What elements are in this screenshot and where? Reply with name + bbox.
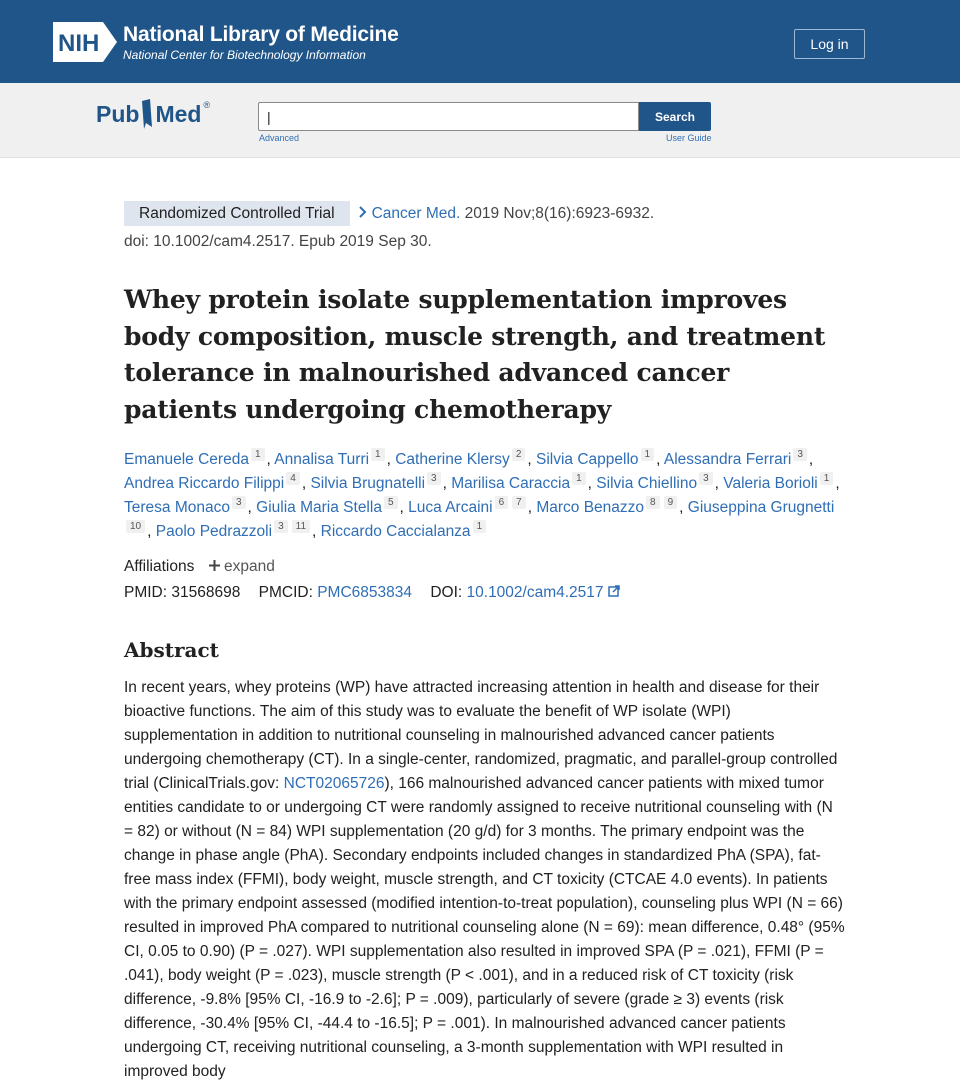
affiliation-number[interactable]: 7 bbox=[512, 496, 526, 509]
publication-type-badge: Randomized Controlled Trial bbox=[124, 201, 350, 226]
affiliation-number[interactable]: 11 bbox=[292, 520, 310, 533]
article-title: Whey protein isolate supplementation improves body composition, muscle strength, and treatment tolerance in malnourished advanced cancer patients undergoing chemotherapy bbox=[124, 285, 826, 424]
pmcid-link[interactable]: PMC6853834 bbox=[317, 584, 413, 601]
affiliation-number[interactable]: 3 bbox=[793, 448, 807, 461]
nlm-header bbox=[0, 0, 960, 83]
affiliation-number[interactable]: 1 bbox=[641, 448, 655, 461]
registered-mark: ® bbox=[203, 100, 211, 110]
expand-toggle[interactable] bbox=[209, 558, 275, 575]
identifiers-row bbox=[124, 584, 846, 602]
pmcid-label: PMCID: bbox=[258, 584, 313, 601]
affiliations-row[interactable] bbox=[124, 558, 846, 576]
login-button[interactable]: Log in bbox=[794, 29, 865, 59]
affiliation-number[interactable]: 1 bbox=[371, 448, 385, 461]
abstract-text-part2: ), 166 malnourished advanced cancer patients with mixed tumor entities candidate to or undergoing CT were randomly assigned to receive nutritional counseling with (N = 82) or without (N = 84) WPI supplementation (20 g/d) for 3 months. The primary endpoint was the change in phase angle (PhA). Secondary endpoints included changes in standardized PhA (SPA), fat-free mass index (FFMI), body weight, muscle strength, and CT toxicity (CTCAE 4.0 events). In patients with the primary endpoint assessed (modified intention-to-treat population), counseling plus WPI (N = 66) resulted in improved PhA compared to nutritional counseling alone (N = 69): mean difference, 0.48° (95% CI, 0.05 to 0.90) (P = .027). WPI supplementation also resulted in improved SPA (P = .021), FFMI (P = .041), body weight (P = .023), muscle strength (P < .001), and in a reduced risk of CT toxicity (risk difference, -9.8% [95% CI, -16.9 to -2.6]; P = .009), particularly of severe (grade ≥ 3) events (risk difference, -30.4% [95% CI, -44.4 to -16.5]; P = .001). In malnourished advanced cancer patients undergoing CT, receiving nutritional counseling, a 3-month supplementation with WPI resulted in improved body bbox=[124, 775, 845, 1080]
expand-label: expand bbox=[224, 558, 275, 575]
search-button[interactable]: Search bbox=[639, 102, 711, 131]
pubmed-bookmark-icon bbox=[140, 99, 154, 129]
clinical-trial-link[interactable]: NCT02065726 bbox=[283, 775, 385, 792]
ncbi-subtitle: National Center for Biotechnology Information bbox=[123, 47, 366, 62]
search-input[interactable]: | bbox=[258, 102, 639, 131]
chevron-right-icon bbox=[358, 200, 368, 228]
nih-badge-text: NIH bbox=[58, 30, 100, 57]
citation-block bbox=[124, 200, 846, 256]
plus-icon bbox=[209, 558, 220, 575]
author-link[interactable]: Marilisa Caraccia bbox=[451, 475, 571, 492]
author-link[interactable]: Annalisa Turri bbox=[274, 451, 370, 468]
affiliation-number[interactable]: 1 bbox=[473, 520, 487, 533]
author-link[interactable]: Catherine Klersy bbox=[395, 451, 510, 468]
author-link[interactable]: Luca Arcaini bbox=[408, 499, 493, 516]
external-link-icon bbox=[608, 584, 620, 601]
affiliation-number[interactable]: 4 bbox=[286, 472, 300, 485]
author-link[interactable]: Silvia Chiellino bbox=[596, 475, 698, 492]
author-link[interactable]: Valeria Borioli bbox=[723, 475, 818, 492]
pmid-value: 31568698 bbox=[171, 584, 241, 601]
affiliation-number[interactable]: 9 bbox=[664, 496, 678, 509]
doi-line: doi: 10.1002/cam4.2517. Epub 2019 Sep 30. bbox=[124, 233, 432, 250]
affiliation-number[interactable]: 10 bbox=[126, 520, 145, 533]
abstract-text-part1: In recent years, whey proteins (WP) have attracted increasing attention in health and disease for their bioactive functions. The aim of this study was to evaluate the benefit of WP isolate (WPI) supplementation in addition to nutritional counseling in malnourished advanced cancer patients undergoing chemotherapy (CT). In a single-center, randomized, pragmatic, and parallel-group controlled trial (ClinicalTrials.gov: bbox=[124, 679, 838, 792]
advanced-search-link[interactable]: Advanced bbox=[259, 133, 300, 143]
pubmed-search-bar bbox=[0, 83, 960, 158]
pubmed-logo-pub: Pub bbox=[96, 100, 140, 127]
affiliation-number[interactable]: 6 bbox=[495, 496, 509, 509]
nih-logo[interactable] bbox=[53, 22, 399, 62]
article-main bbox=[124, 200, 846, 1084]
affiliation-number[interactable]: 8 bbox=[646, 496, 660, 509]
affiliation-number[interactable]: 1 bbox=[572, 472, 586, 485]
pubmed-logo-med: Med bbox=[155, 100, 202, 127]
affiliation-number[interactable]: 1 bbox=[251, 448, 265, 461]
author-link[interactable]: Teresa Monaco bbox=[124, 499, 230, 516]
author-link[interactable]: Silvia Brugnatelli bbox=[310, 475, 426, 492]
affiliation-number[interactable]: 3 bbox=[274, 520, 288, 533]
author-link[interactable]: Andrea Riccardo Filippi bbox=[124, 475, 285, 492]
author-link[interactable]: Silvia Cappello bbox=[536, 451, 639, 468]
doi-label: DOI: bbox=[430, 584, 463, 601]
pubmed-logo[interactable] bbox=[96, 99, 210, 129]
affiliation-number[interactable]: 2 bbox=[512, 448, 526, 461]
author-link[interactable]: Marco Benazzo bbox=[536, 499, 645, 516]
author-link[interactable]: Riccardo Caccialanza bbox=[320, 523, 471, 540]
affiliation-number[interactable]: 3 bbox=[427, 472, 441, 485]
citation-details: 2019 Nov;8(16):6923-6932. bbox=[460, 205, 655, 222]
abstract-text bbox=[124, 676, 846, 1084]
author-link[interactable]: Paolo Pedrazzoli bbox=[155, 523, 273, 540]
affiliation-number[interactable]: 5 bbox=[384, 496, 398, 509]
journal-link[interactable]: Cancer Med. bbox=[371, 205, 461, 222]
pmid-label: PMID: bbox=[124, 584, 168, 601]
doi-link[interactable]: 10.1002/cam4.2517 bbox=[466, 584, 604, 601]
affiliation-number[interactable]: 1 bbox=[820, 472, 834, 485]
affiliation-number[interactable]: 3 bbox=[699, 472, 713, 485]
user-guide-link[interactable]: User Guide bbox=[666, 133, 712, 143]
affiliation-number[interactable]: 3 bbox=[232, 496, 246, 509]
author-link[interactable]: Giulia Maria Stella bbox=[256, 499, 382, 516]
authors-list: Emanuele Cereda 1 , Annalisa Turri 1 , Catherine Klersy 2 , Silvia Cappello 1 , Alessandra Ferrari 3 , Andrea Riccardo Filippi 4 , Silvia Brugnatelli 3 , Marilisa Caraccia 1 , Silvia Chiellino 3 , Valeria Borioli 1 , Teresa Monaco 3 , Giulia Maria Stella 5 , Luca Arcaini 6 7 , Marco Benazzo 8 9 , Giuseppina Grugnetti10 , Paolo Pedrazzoli 3 11 , Riccardo Caccialanza 1 bbox=[124, 449, 840, 540]
author-link[interactable]: Emanuele Cereda bbox=[124, 451, 249, 468]
nih-badge-icon bbox=[53, 22, 117, 62]
nlm-title: National Library of Medicine bbox=[123, 22, 399, 46]
abstract-heading: Abstract bbox=[124, 638, 219, 662]
author-link[interactable]: Alessandra Ferrari bbox=[663, 451, 792, 468]
affiliations-label: Affiliations bbox=[124, 558, 195, 575]
author-link[interactable]: Giuseppina Grugnetti bbox=[687, 499, 835, 516]
